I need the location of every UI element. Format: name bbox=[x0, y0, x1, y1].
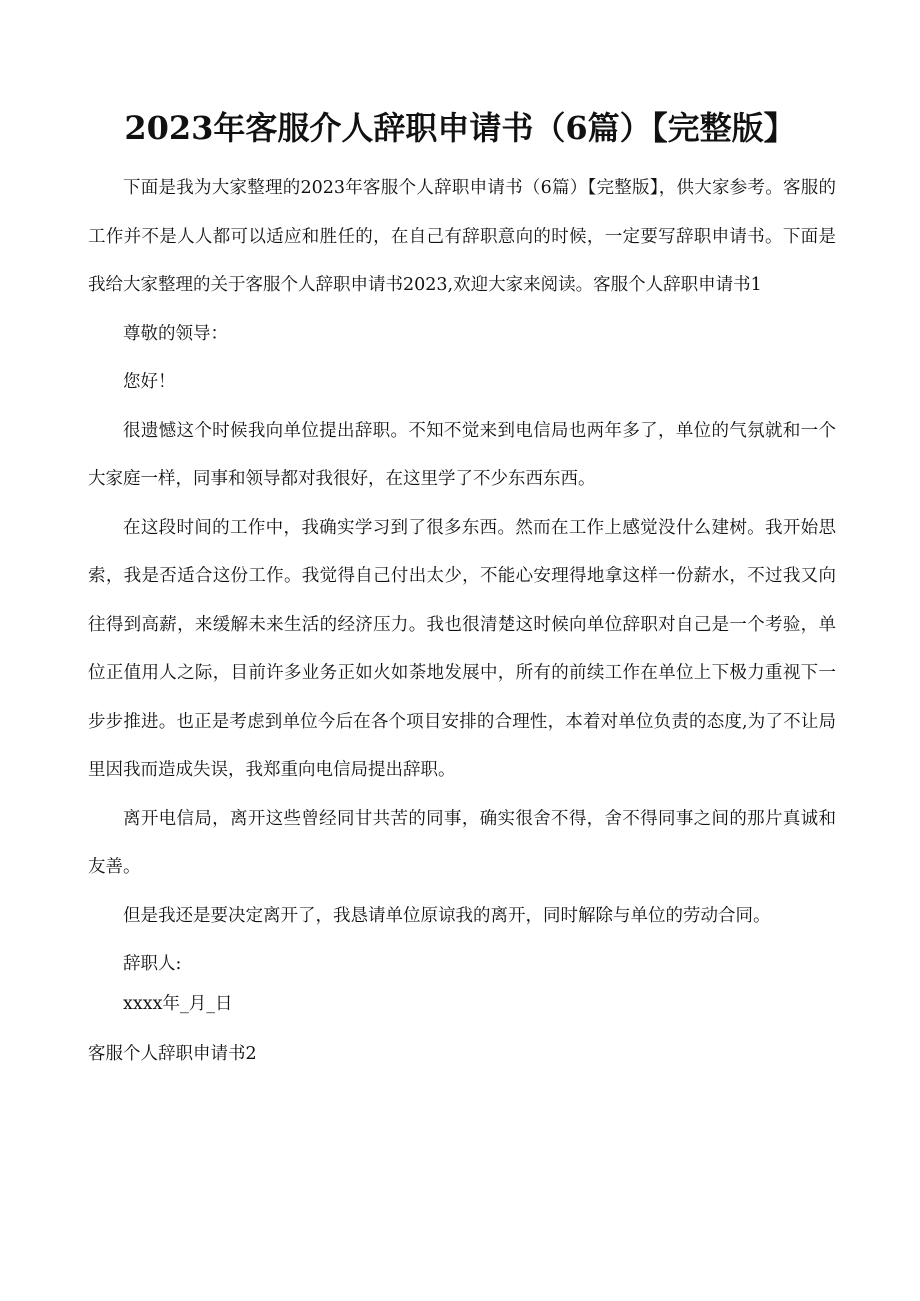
greeting: 您好！ bbox=[123, 372, 176, 392]
date-line: xxxx年_月_日 bbox=[123, 994, 233, 1014]
signature-label: 辞职人: bbox=[123, 954, 182, 974]
next-section-heading: 客服个人辞职申请书2 bbox=[88, 1044, 257, 1064]
salutation: 尊敬的领导： bbox=[123, 323, 228, 344]
document-title: 2023年客服介人辞职申请书（6篇）【完整版】 bbox=[124, 109, 796, 147]
body-paragraph: 离开电信局，离开这些曾经同甘共苦的同事，确实很舍不得，舍不得同事之间的那片真诚和友善。 bbox=[88, 808, 836, 877]
body-paragraph: 但是我还是要决定离开了，我恳请单位原谅我的离开，同时解除与单位的劳动合同。 bbox=[123, 905, 771, 926]
intro-paragraph: 下面是我为大家整理的2023年客服个人辞职申请书（6篇）【完整版】，供大家参考。客服的工作并不是人人都可以适应和胜任的，在自己有辞职意向的时候，一定要写辞职申请书。下面是我给大家整理的关于客服个人辞职申请书2023,欢迎大家来阅读。客服个人辞职申请书1 bbox=[88, 178, 836, 295]
document-body bbox=[88, 164, 836, 1079]
body-paragraph: 很遗憾这个时候我向单位提出辞职。不知不觉来到电信局也两年多了，单位的气氛就和一个大家庭一样，同事和领导都对我很好，在这里学了不少东西东西。 bbox=[88, 420, 836, 489]
body-paragraph: 在这段时间的工作中，我确实学习到了很多东西。然而在工作上感觉没什么建树。我开始思索，我是否适合这份工作。我觉得自己付出太少，不能心安理得地拿这样一份薪水，不过我又向往得到高薪，来缓解未来生活的经济压力。我也很清楚这时候向单位辞职对自己是一个考验，单位正值用人之际，目前许多业务正如火如荼地发展中，所有的前续工作在单位上下极力重视下一步步推进。也正是考虑到单位今后在各个项目安排的合理性，本着对单位负责的态度,为了不让局里因我而造成失误，我郑重向电信局提出辞职。 bbox=[88, 517, 836, 780]
